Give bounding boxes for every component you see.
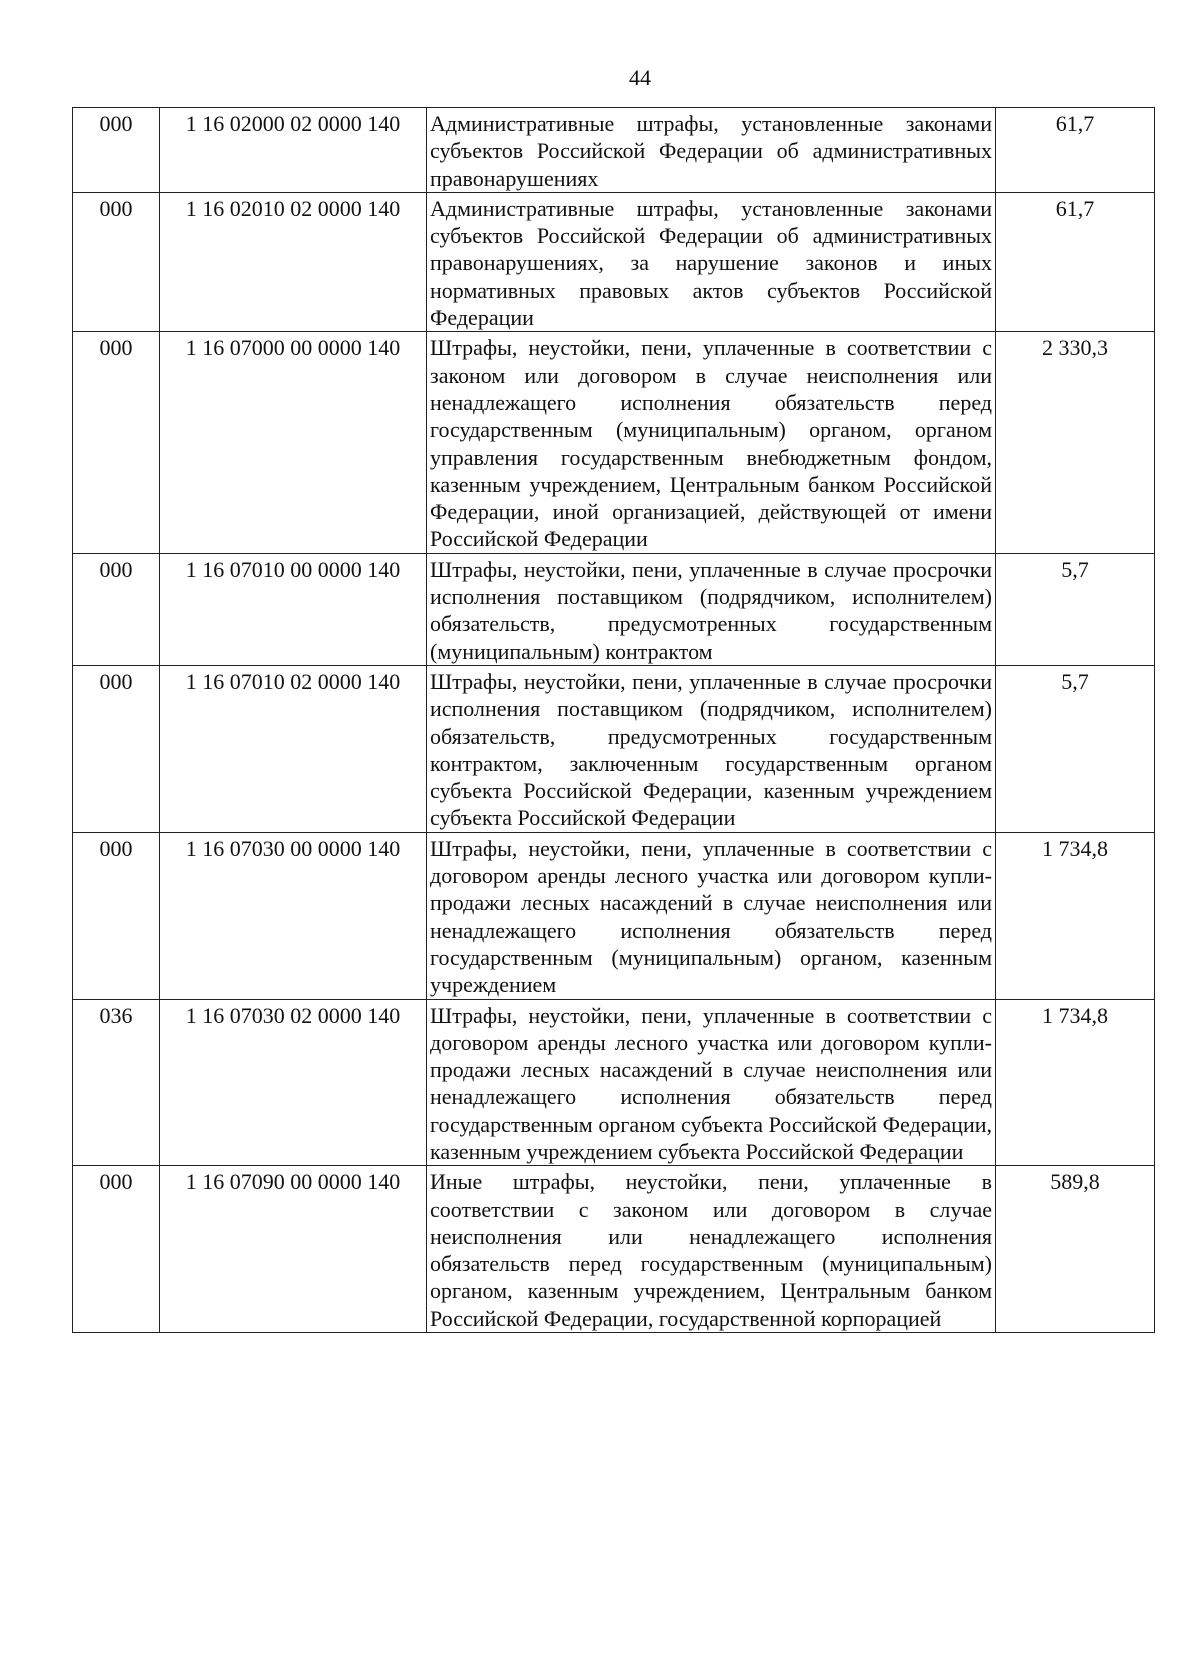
budget-code-cell: 1 16 07010 02 0000 140 [160, 665, 427, 832]
amount-cell: 61,7 [996, 192, 1155, 331]
budget-code-cell: 1 16 07030 02 0000 140 [160, 999, 427, 1166]
revenue-table [72, 107, 1155, 1333]
admin-code-cell: 000 [73, 108, 160, 193]
budget-code-cell: 1 16 07010 00 0000 140 [160, 553, 427, 665]
table-row [73, 832, 1155, 999]
amount-cell: 2 330,3 [996, 332, 1155, 553]
table-row [73, 1166, 1155, 1333]
table-row [73, 192, 1155, 331]
table-row [73, 332, 1155, 553]
page-number: 44 [629, 65, 651, 90]
revenue-name-cell: Административные штрафы, установленные законами субъектов Российской Федерации об административных правонарушениях, за нарушение законов и иных нормативных правовых актов субъектов Российской Федерации [427, 192, 996, 331]
budget-code-cell: 1 16 02010 02 0000 140 [160, 192, 427, 331]
revenue-name-cell: Административные штрафы, установленные законами субъектов Российской Федерации об административных правонарушениях [427, 108, 996, 193]
admin-code-cell: 000 [73, 832, 160, 999]
revenue-name-cell: Иные штрафы, неустойки, пени, уплаченные в соответствии с законом или договором в случае неисполнения или ненадлежащего исполнения обязательств перед государственным (муниципальным) органом, казенным учреждением, Центральным банком Российской Федерации, государственной корпорацией [427, 1166, 996, 1333]
amount-cell: 1 734,8 [996, 999, 1155, 1166]
revenue-name-cell: Штрафы, неустойки, пени, уплаченные в соответствии с законом или договором в случае неисполнения или ненадлежащего исполнения обязательств перед государственным (муниципальным) органом, органом управления государственным внебюджетным фондом, казенным учреждением, Центральным банком Российской Федерации, иной организацией, действующей от имени Российской Федерации [427, 332, 996, 553]
table-row [73, 999, 1155, 1166]
amount-cell: 5,7 [996, 553, 1155, 665]
budget-code-cell: 1 16 07030 00 0000 140 [160, 832, 427, 999]
table-row [73, 553, 1155, 665]
admin-code-cell: 000 [73, 1166, 160, 1333]
revenue-name-cell: Штрафы, неустойки, пени, уплаченные в случае просрочки исполнения поставщиком (подрядчиком, исполнителем) обязательств, предусмотренных государственным (муниципальным) контрактом [427, 553, 996, 665]
budget-code-cell: 1 16 07000 00 0000 140 [160, 332, 427, 553]
amount-cell: 1 734,8 [996, 832, 1155, 999]
revenue-name-cell: Штрафы, неустойки, пени, уплаченные в соответствии с договором аренды лесного участка или договором купли-продажи лесных насаждений в случае неисполнения или ненадлежащего исполнения обязательств перед государственным органом субъекта Российской Федерации, казенным учреждением субъекта Российской Федерации [427, 999, 996, 1166]
revenue-name-cell: Штрафы, неустойки, пени, уплаченные в случае просрочки исполнения поставщиком (подрядчиком, исполнителем) обязательств, предусмотренных государственным контрактом, заключенным государственным органом субъекта Российской Федерации, казенным учреждением субъекта Российской Федерации [427, 665, 996, 832]
admin-code-cell: 000 [73, 332, 160, 553]
admin-code-cell: 000 [73, 553, 160, 665]
amount-cell: 61,7 [996, 108, 1155, 193]
amount-cell: 589,8 [996, 1166, 1155, 1333]
table-row [73, 108, 1155, 193]
admin-code-cell: 000 [73, 665, 160, 832]
admin-code-cell: 036 [73, 999, 160, 1166]
table-row [73, 665, 1155, 832]
budget-code-cell: 1 16 02000 02 0000 140 [160, 108, 427, 193]
budget-code-cell: 1 16 07090 00 0000 140 [160, 1166, 427, 1333]
revenue-name-cell: Штрафы, неустойки, пени, уплаченные в соответствии с договором аренды лесного участка или договором купли-продажи лесных насаждений в случае неисполнения или ненадлежащего исполнения обязательств перед государственным (муниципальным) органом, казенным учреждением [427, 832, 996, 999]
admin-code-cell: 000 [73, 192, 160, 331]
amount-cell: 5,7 [996, 665, 1155, 832]
